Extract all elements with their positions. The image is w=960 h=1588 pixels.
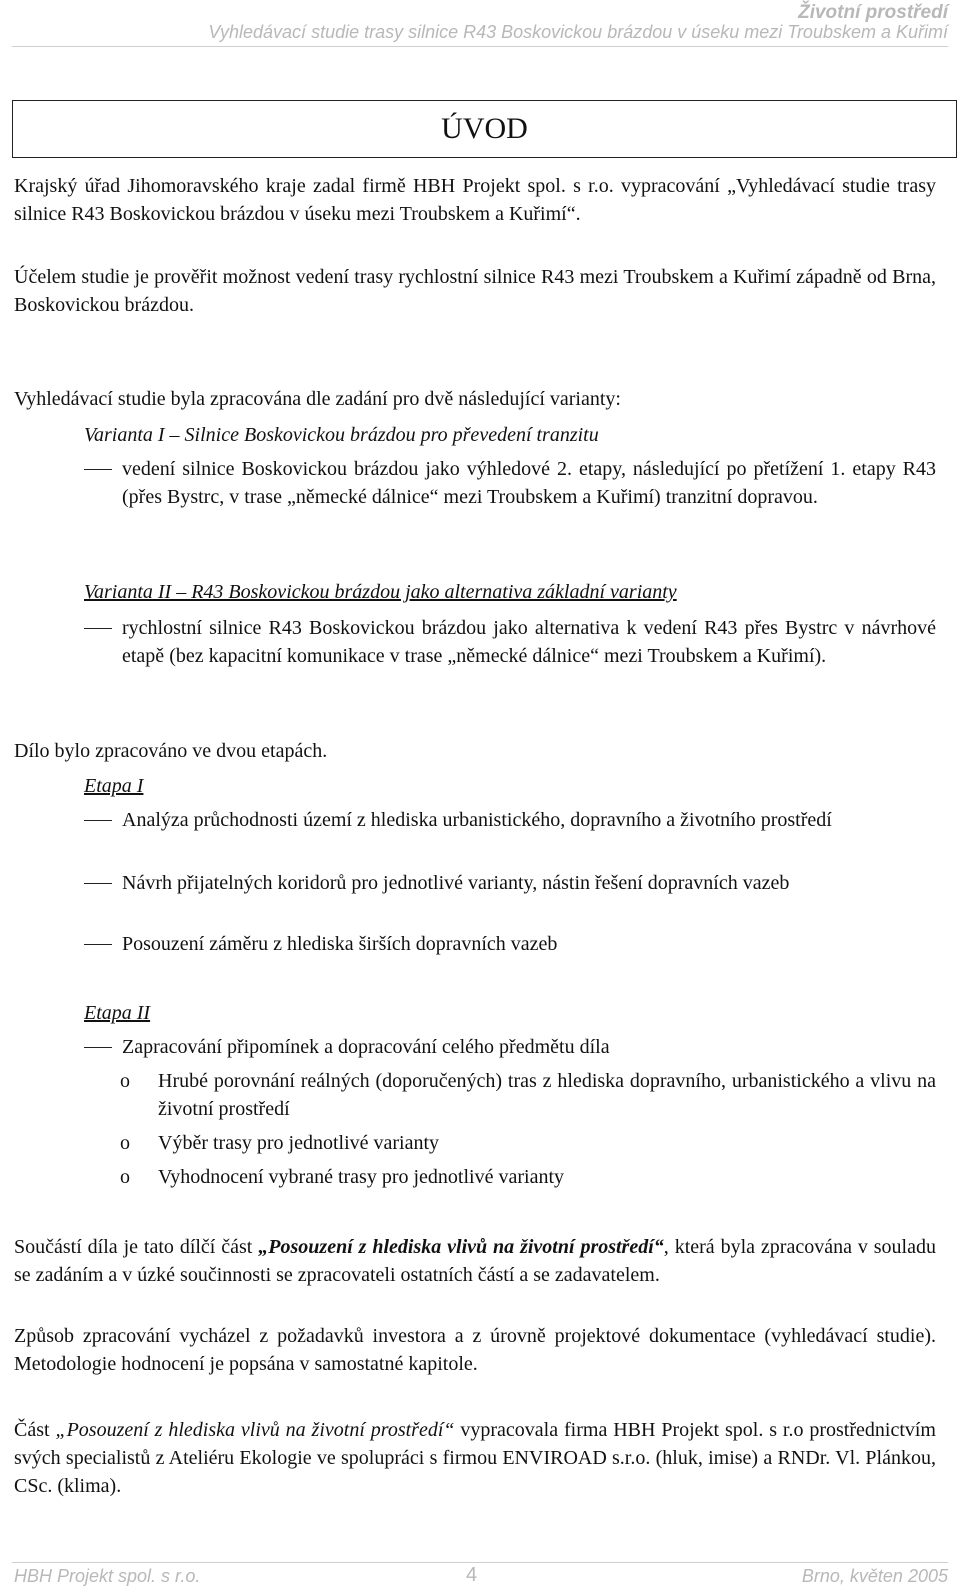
dash-bullet [84,883,112,884]
header-category: Životní prostředí [798,2,948,23]
etapa-1-item: Posouzení záměru z hlediska širších dopravních vazeb [122,933,558,955]
closing-paragraph-2: Způsob zpracování vycházel z požadavků investora a z úrovně projektové dokumentace (vyhledávací studie). Metodologie hodnocení je popsána v samostatné kapitole. [14,1325,936,1375]
etapa-1-item: Analýza průchodnosti území z hlediska urbanistického, dopravního a životního prostředí [122,809,832,831]
sub-bullet-marker: o [120,1070,130,1092]
closing-p3-text: Část [14,1419,56,1441]
sub-bullet-marker: o [120,1166,130,1188]
sub-bullet-marker: o [120,1132,130,1154]
variant-2-bullet: rychlostní silnice R43 Boskovickou brázdou jako alternativa k vedení R43 přes Bystrc v návrhové etapě (bez kapacitní komunikace v trase „německé dálnice“ mezi Troubskem a Kuřimí). [122,617,936,667]
footer-place-date: Brno, květen 2005 [801,1566,948,1586]
closing-paragraph-1 [14,1233,936,1289]
variant-2-heading: Varianta II – R43 Boskovickou brázdou jako alternativa základní varianty [84,581,677,603]
closing-p3-emphasis: „Posouzení z hlediska vlivů na životní prostředí“ [55,1419,455,1441]
intro-paragraph-1: Krajský úřad Jihomoravského kraje zadal firmě HBH Projekt spol. s r.o. vypracování „Vyhledávací studie trasy silnice R43 Boskovickou brázdou v úseku mezi Troubskem a Kuřimí“. [14,175,936,225]
dash-bullet [84,1047,112,1048]
closing-p1-emphasis: „Posouzení z hlediska vlivů na životní prostředí“ [258,1236,664,1258]
closing-p1-text: Součástí díla je tato dílčí část [14,1236,259,1258]
closing-paragraph-3 [14,1416,936,1500]
dash-bullet [84,628,112,629]
etapa-2-subitem: Vyhodnocení vybrané trasy pro jednotlivé varianty [158,1166,564,1188]
closing-p3-text-end: vypracovala firma HBH Projekt spol. s r.o prostřednictvím svých specialistů z Ateliéru Ekologie ve spolupráci s firmou ENVIROAD s.r.o. (hluk, imise) a RNDr. Vl. Plánkou, CSc. (klima). [14,1419,936,1497]
intro-paragraph-2: Účelem studie je prověřit možnost vedení trasy rychlostní silnice R43 mezi Troubskem a Kuřimí západně od Brna, Boskovickou brázdou. [14,266,936,316]
etapa-2-heading: Etapa II [84,1002,151,1024]
etapa-2-subitem: Hrubé porovnání reálných (doporučených) tras z hlediska dopravního, urbanistického a vlivu na životní prostředí [158,1070,936,1120]
variant-1-heading: Varianta I – Silnice Boskovickou brázdou pro převedení tranzitu [84,424,599,446]
etapa-2-subitem: Výběr trasy pro jednotlivé varianty [158,1132,440,1154]
dash-bullet [84,944,112,945]
header-subtitle: Vyhledávací studie trasy silnice R43 Boskovickou brázdou v úseku mezi Troubskem a Kuřimí [208,22,948,42]
stages-intro: Dílo bylo zpracováno ve dvou etapách. [14,740,328,762]
etapa-1-heading: Etapa I [84,775,144,797]
dash-bullet [84,469,112,470]
header-divider [12,46,948,47]
footer-page-number: 4 [466,1564,478,1586]
variant-1-bullet: vedení silnice Boskovickou brázdou jako výhledové 2. etapy, následující po přetížení 1. etapy R43 (přes Bystrc, v trase „německé dálnice“ mezi Troubskem a Kuřimí) tranzitní dopravou. [122,458,936,508]
footer-divider [12,1562,948,1563]
dash-bullet [84,820,112,821]
etapa-1-item: Návrh přijatelných koridorů pro jednotlivé varianty, nástin řešení dopravních vazeb [122,872,790,894]
intro-paragraph-3: Vyhledávací studie byla zpracována dle zadání pro dvě následující varianty: [14,388,621,410]
section-title-box [12,100,957,158]
section-title: ÚVOD [441,112,528,145]
footer-company: HBH Projekt spol. s r.o. [14,1566,201,1586]
closing-p1-text-end: , která byla zpracována v souladu se zadáním a v úzké součinnosti se zpracovateli ostatních částí a se zadavatelem. [14,1236,936,1286]
etapa-2-item: Zapracování připomínek a dopracování celého předmětu díla [122,1036,610,1058]
